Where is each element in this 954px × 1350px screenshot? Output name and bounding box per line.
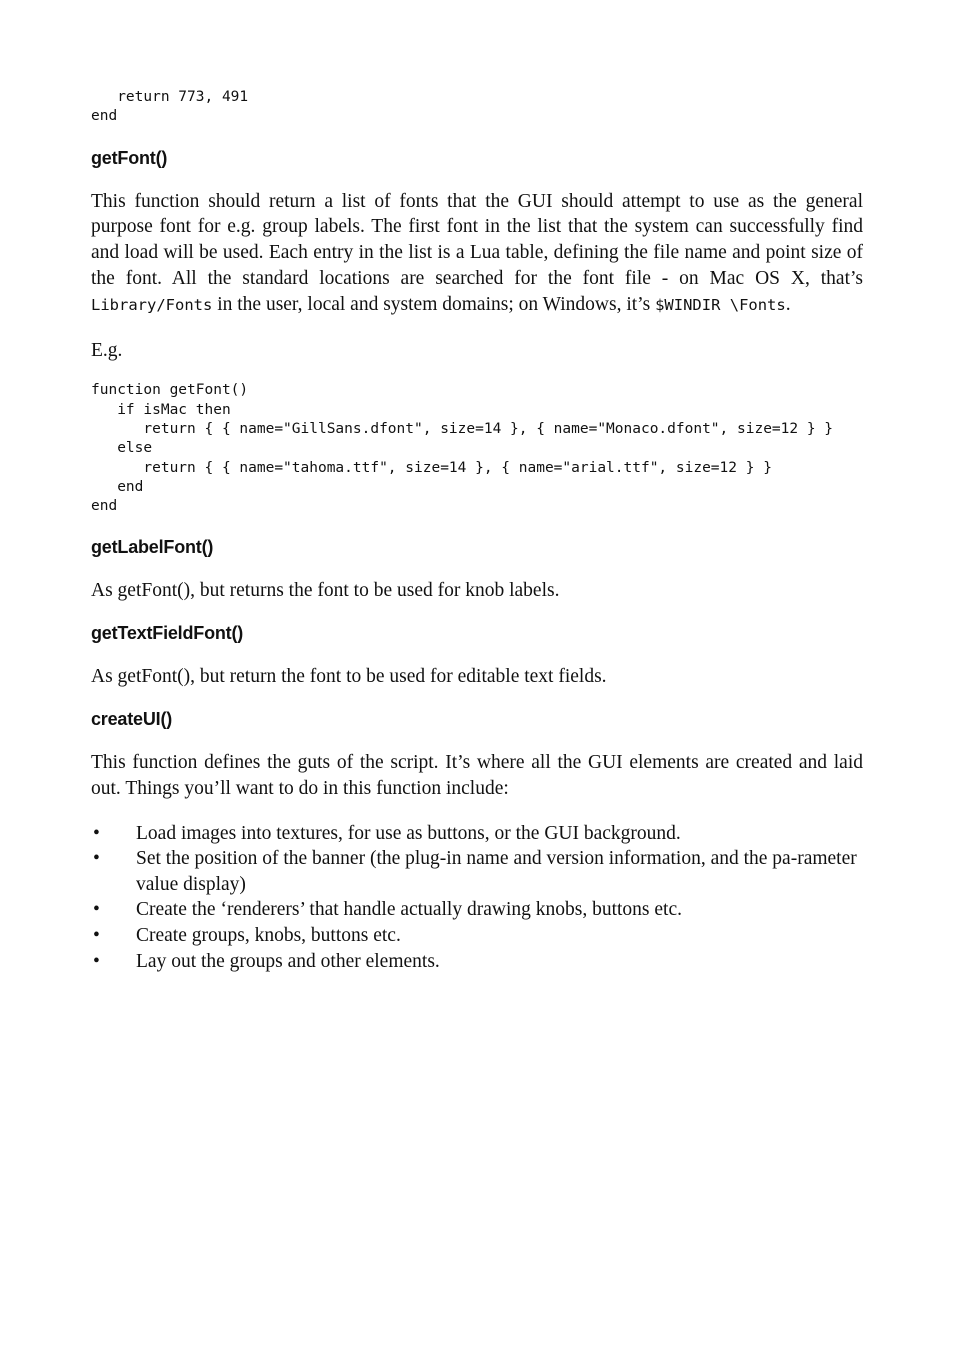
list-item-text: Load images into textures, for use as buttons, or the GUI background.: [136, 822, 681, 844]
eg-label: E.g.: [91, 339, 123, 361]
bullet-icon: •: [93, 899, 100, 921]
paragraph-getfont-description: [91, 189, 863, 319]
code-line: else: [91, 440, 153, 457]
list-item-text: Set the position of the banner (the plug-in name and version information, and the pa-rameter value display): [136, 848, 857, 895]
code-line: function getFont(): [91, 382, 249, 399]
paragraph-createui: This function defines the guts of the script. It’s where all the GUI elements are created and laid out. Things you’ll want to do in this function include:: [91, 752, 863, 799]
inline-code-library-fonts: Library/Fonts: [91, 295, 213, 314]
list-item: [91, 923, 863, 949]
paragraph-text: This function should return a list of fonts that the GUI should attempt to use as the general purpose font for e.g. group labels. The first font in the list that the system can successfully find and load will be used. Each entry in the list is a Lua table, defining the file name and point size of the font. All the standard locations are searched for the font file - on Mac OS X, that’s: [91, 190, 863, 289]
list-item-text: Lay out the groups and other elements.: [136, 950, 440, 972]
code-block-getfont: [91, 381, 863, 516]
code-line: if isMac then: [91, 401, 231, 418]
code-line: end: [91, 498, 118, 515]
bullet-icon: •: [93, 950, 100, 972]
code-line: end: [91, 108, 118, 125]
paragraph-getlabelfont: As getFont(), but returns the font to be used for knob labels.: [91, 580, 560, 602]
code-line: return { { name="tahoma.ttf", size=14 }, { name="arial.ttf", size=12 } }: [91, 459, 772, 476]
heading-getlabelfont: getLabelFont(): [91, 537, 214, 558]
bullet-icon: •: [93, 925, 100, 947]
list-item-text: Create groups, knobs, buttons etc.: [136, 925, 401, 947]
heading-createui: createUI(): [91, 709, 173, 730]
list-item: [91, 821, 863, 847]
inline-code-windir-fonts: $WINDIR \Fonts: [655, 295, 786, 314]
paragraph-text: in the user, local and system domains; on Windows, it’s: [212, 293, 656, 315]
code-line: end: [91, 478, 144, 495]
code-line: return { { name="GillSans.dfont", size=14 }, { name="Monaco.dfont", size=12 } }: [91, 420, 834, 437]
list-item: [91, 846, 863, 897]
code-line: return 773, 491: [91, 89, 249, 105]
bullet-icon: •: [93, 848, 100, 870]
bullet-list-createui: [91, 821, 863, 975]
paragraph-gettextfieldfont: As getFont(), but return the font to be used for editable text fields.: [91, 666, 607, 688]
list-item: [91, 949, 863, 975]
list-item: [91, 897, 863, 923]
code-block-top: [91, 88, 863, 127]
list-item-text: Create the ‘renderers’ that handle actually drawing knobs, buttons etc.: [136, 899, 682, 921]
heading-gettextfieldfont: getTextFieldFont(): [91, 623, 244, 644]
paragraph-text: .: [785, 293, 791, 315]
document-page: [91, 88, 863, 974]
bullet-icon: •: [93, 822, 100, 844]
heading-getfont: getFont(): [91, 147, 168, 168]
